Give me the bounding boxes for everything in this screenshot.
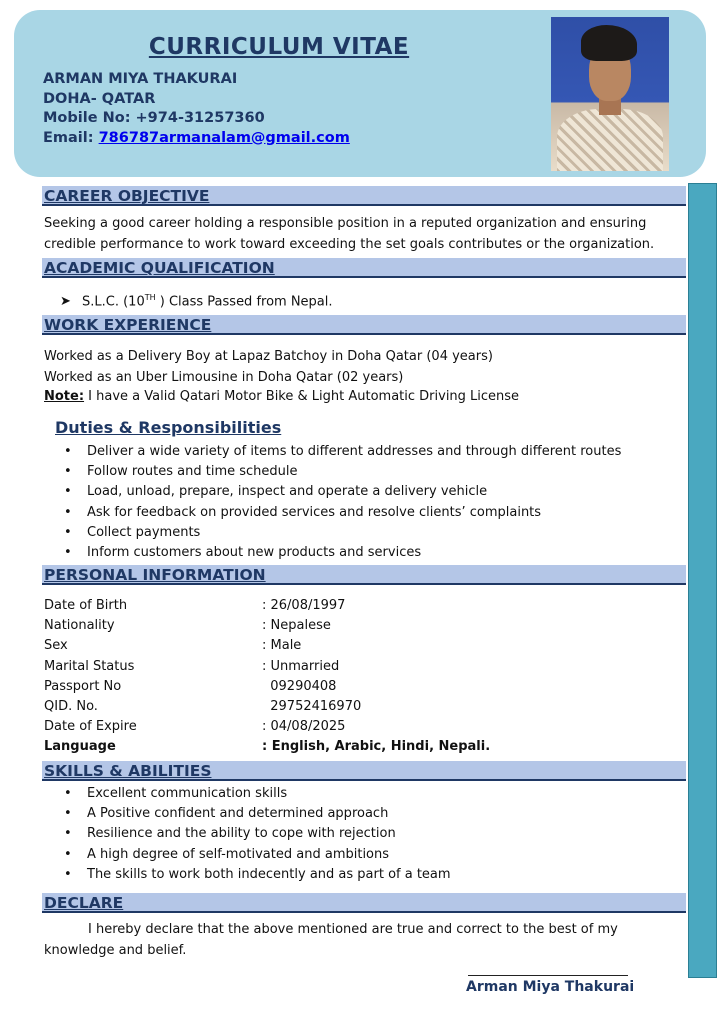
career-objective-heading-text: CAREER OBJECTIVE [44,187,210,205]
list-item: • Load, unload, prepare, inspect and operate a delivery vehicle [64,482,621,502]
list-item: • A high degree of self-motivated and ambitions [64,845,451,865]
career-objective-heading [42,186,686,206]
skills-heading [42,761,686,781]
info-value: : 26/08/1997 [262,598,346,613]
list-item: • Collect payments [64,523,621,543]
note-text: I have a Valid Qatari Motor Bike & Light Automatic Driving License [84,389,520,404]
info-value: : Nepalese [262,618,331,634]
academic-heading-text: ACADEMIC QUALIFICATION [44,259,275,277]
info-label: Language [44,739,116,755]
page-title: CURRICULUM VITAE [148,34,410,60]
career-objective-line: credible performance to work toward exceeding the set goals contributes or the organization. [44,237,655,252]
declaration-text: I hereby declare that the above mentioned are true and correct to the best of my knowledge and belief. [44,922,618,958]
duties-heading: Duties & Responsibilities [55,418,282,437]
signature-name: Arman Miya Thakurai [466,979,635,995]
career-objective-line: Seeking a good career holding a responsible position in a reputed organization and ensuring [44,216,647,231]
academic-item-text-end: ) Class Passed from Nepal. [155,294,333,310]
info-value: 29752416970 [262,698,362,714]
info-value: 09290408 [262,678,337,694]
mobile-number: Mobile No: +974-31257360 [43,110,265,126]
info-label: Marital Status [44,658,135,674]
list-item: • Excellent communication skills [64,784,451,804]
academic-item-text: S.L.C. (10 [82,294,145,310]
driving-license-note [44,387,519,407]
info-label: Sex [44,638,68,654]
list-item: • A Positive confident and determined approach [64,804,451,824]
location: DOHA- QATAR [43,90,156,107]
header-panel [14,10,706,177]
email-link[interactable]: 786787armanalam@gmail.com [98,129,350,146]
work-experience-line: Worked as an Uber Limousine in Doha Qatar (02 years) [44,370,404,385]
info-label: Passport No [44,678,122,694]
declare-heading-text: DECLARE [44,894,124,912]
academic-heading [42,258,686,278]
info-value: : English, Arabic, Hindi, Nepali. [262,739,491,755]
list-item: • Inform customers about new products and services [64,543,621,563]
duties-list [64,442,621,563]
info-label: Date of Expire [44,719,137,735]
photo-shirt [557,109,663,171]
info-value: : 04/08/2025 [262,719,346,735]
work-experience-heading [42,315,686,335]
skills-list [64,784,451,885]
side-bar-decoration [688,183,717,978]
list-item: • Follow routes and time schedule [64,462,621,482]
contact-block [43,70,350,148]
list-item: • The skills to work both indecently and as part of a team [64,865,451,885]
personal-info-heading-text: PERSONAL INFORMATION [44,566,266,584]
info-label: Nationality [44,618,115,634]
list-item: • Resilience and the ability to cope with rejection [64,824,451,844]
info-label: QID. No. [44,698,98,714]
academic-item [60,288,333,312]
personal-info-heading [42,565,686,585]
arrow-bullet-icon: ➤ [60,294,71,310]
work-experience-line: Worked as a Delivery Boy at Lapaz Batchoy in Doha Qatar (04 years) [44,349,493,364]
info-value: : Unmarried [262,658,340,674]
info-label: Date of Birth [44,598,128,613]
academic-item-superscript: TH [144,293,156,302]
skills-heading-text: SKILLS & ABILITIES [44,762,212,780]
info-value: : Male [262,638,302,654]
photo-hair [581,25,637,61]
list-item: • Ask for feedback on provided services and resolve clients’ complaints [64,503,621,523]
email-label: Email: [43,129,99,146]
profile-photo [551,17,669,171]
signature-line [468,975,628,976]
email-line [43,129,350,149]
note-label: Note: [44,389,85,404]
work-experience-heading-text: WORK EXPERIENCE [44,316,212,334]
candidate-name: ARMAN MIYA THAKURAI [43,71,238,87]
declare-heading [42,893,686,913]
list-item: • Deliver a wide variety of items to different addresses and through different routes [64,442,621,462]
